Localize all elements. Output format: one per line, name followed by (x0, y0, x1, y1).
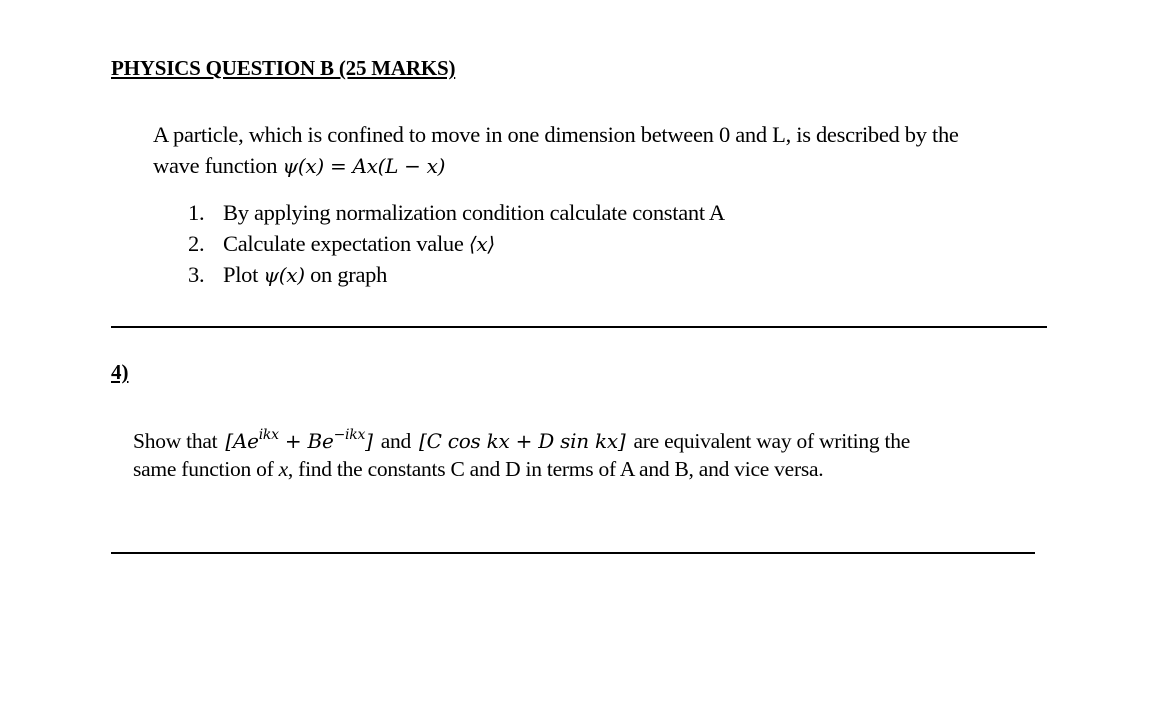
expectation-value-symbol: ⟨x⟩ (468, 232, 495, 256)
question-number: 3. (188, 262, 205, 287)
equivalence-text: are equivalent way of writing the (633, 429, 911, 453)
question-text: By applying normalization condition calculate constant A (223, 200, 725, 225)
variable-x: x (278, 457, 288, 481)
wave-function-label: wave function (153, 153, 278, 178)
line-2-end: , find the constants C and D in terms of A and B, and vice versa. (287, 457, 824, 481)
problem-statement-line-1: A particle, which is confined to move in one dimension between 0 and L, is described by the (153, 122, 959, 147)
problem-statement-line-2 (153, 153, 445, 179)
question-item-1 (188, 200, 725, 226)
wave-function-equation: ψ(x) = Ax(L − x) (282, 154, 446, 178)
question-text: Calculate expectation value (223, 231, 464, 256)
trigonometric-form-expression: [C cos kx + D sin kx] (419, 429, 626, 453)
line-2-start: same function of (133, 457, 279, 481)
bottom-divider (111, 552, 1035, 554)
question-text-after: on graph (310, 262, 388, 287)
question-text-before: Plot (223, 262, 259, 287)
question-heading: PHYSICS QUESTION B (25 MARKS) (111, 56, 456, 80)
question-number-4: 4) (111, 360, 129, 384)
and-text: and (380, 429, 412, 453)
exponential-form-expression: $[Ae^{ikx} + Be^{-ikx}]$ (225, 427, 373, 453)
question-4-line-2 (133, 457, 823, 482)
question-item-3 (188, 262, 387, 288)
question-number: 2. (188, 231, 205, 256)
question-item-2 (188, 231, 495, 257)
show-that-text: Show that (133, 429, 218, 453)
section-divider (111, 326, 1047, 328)
wave-function-symbol: ψ(x) (263, 263, 305, 287)
question-4-line-1 (133, 427, 910, 454)
question-number: 1. (188, 200, 205, 225)
